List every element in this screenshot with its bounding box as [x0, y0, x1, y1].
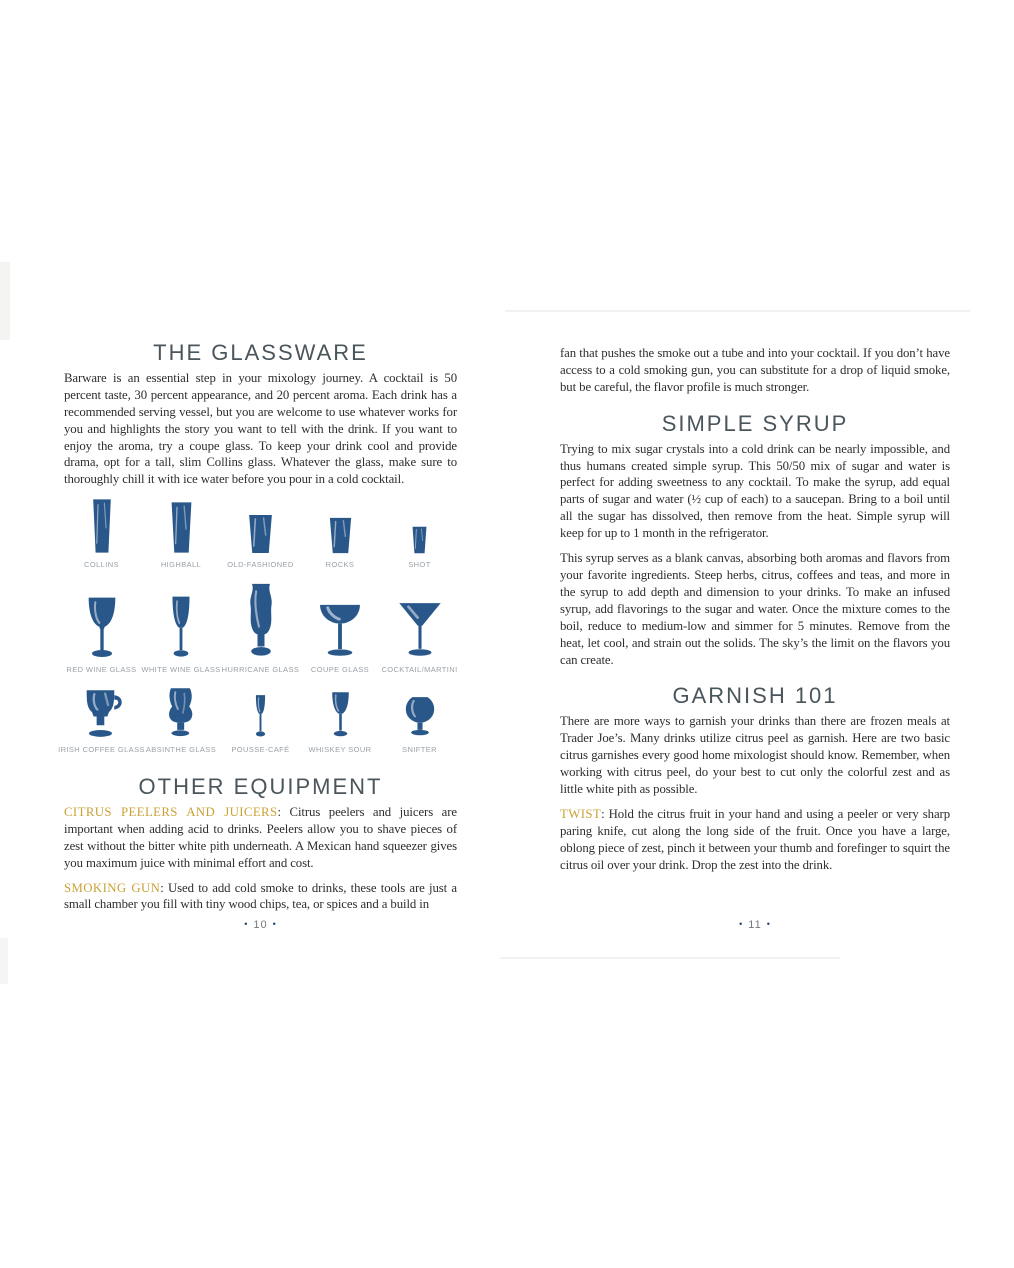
page-number-ornament: •	[766, 919, 771, 929]
scan-artifact	[0, 938, 8, 984]
glass-item-snifter	[382, 696, 457, 759]
glass-item-old-fashioned	[223, 514, 298, 574]
garnish-101-heading: GARNISH 101	[672, 683, 838, 709]
scan-artifact	[500, 957, 840, 959]
collins-glass-icon	[90, 498, 114, 554]
red-wine-glass-icon	[82, 596, 122, 659]
citrus-peelers-paragraph	[64, 804, 457, 872]
cocktail-martini-glass-icon	[397, 601, 443, 659]
glass-item-absinthe	[144, 687, 219, 759]
glass-item-collins	[64, 498, 139, 574]
highball-glass-icon	[168, 501, 195, 554]
glass-item-shot	[382, 526, 457, 574]
glass-item-whiskey-sour	[303, 691, 378, 759]
old-fashioned-glass-icon	[245, 514, 276, 554]
coupe-glass-icon	[317, 602, 363, 659]
snifter-glass-icon	[401, 696, 439, 739]
glass-item-red-wine	[64, 596, 139, 679]
glass-label: COUPE GLASS	[310, 665, 370, 675]
rocks-glass-icon	[326, 517, 355, 554]
glassware-row-2	[64, 582, 457, 679]
irish-coffee-glass-icon	[79, 689, 125, 739]
glass-label: IRISH COFFEE GLASS	[58, 745, 145, 755]
right-page	[560, 345, 950, 873]
glass-label: RED WINE GLASS	[66, 665, 137, 675]
twist-text: : Hold the citrus fruit in your hand and using a peeler or very sharp paring knife, cut along the long side of the fruit. Once you have a large, oblong piece of zest, pinch it between your thumb and forefinger to squirt the citrus oil over your drink. Drop the zest into the drink.	[560, 806, 950, 872]
twist-term: TWIST	[560, 806, 602, 821]
other-equipment-heading: OTHER EQUIPMENT	[138, 773, 383, 799]
page-number-ornament: •	[244, 919, 249, 929]
smoking-gun-text: : Used to add cold smoke to drinks, these tools are just a small chamber you fill with tiny wood chips, tea, or spices and a build in	[64, 880, 458, 912]
glass-item-pousse-cafe	[223, 694, 298, 759]
glass-item-rocks	[303, 517, 378, 574]
glass-label: WHITE WINE GLASS	[141, 665, 221, 675]
glassware-row-1	[64, 498, 457, 574]
garnish-intro-paragraph: There are more ways to garnish your drinks than there are frozen meals at Trader Joe’s. Many drinks utilize citrus peel as garnish. Here are two basic citrus garnishes every good home mixologist should know. Remember, when working with citrus peel, do your best to cut only the colorful zest and as little white pith as possible.	[560, 714, 950, 796]
shot-glass-icon	[410, 526, 429, 554]
scan-artifact	[505, 310, 970, 312]
left-page-number	[64, 919, 457, 931]
glassware-intro-paragraph: Barware is an essential step in your mixology journey. A cocktail is 50 percent taste, 30 percent appearance, and 20 percent aroma. Each drink has a recommended serving vessel, but you are welcome to use whatever works for you and highlights the story you want to tell with the drink. If you want to enjoy the aroma, try a coupe glass. To keep your drink cool and provide drama, opt for a tall, slim Collins glass. Whatever the glass, make sure to thoroughly chill it with ice water before you pour in a cold cocktail.	[64, 370, 457, 487]
glassware-row-3	[58, 687, 457, 759]
glass-label: ABSINTHE GLASS	[145, 745, 217, 755]
whiskey-sour-glass-icon	[325, 691, 356, 739]
pousse-cafe-glass-icon	[249, 694, 272, 739]
glass-label: HURRICANE GLASS	[221, 665, 300, 675]
glass-label: COLLINS	[84, 560, 119, 570]
smoking-gun-paragraph	[64, 880, 457, 914]
glass-item-coupe	[303, 602, 378, 679]
page-number-ornament: •	[739, 919, 744, 929]
glass-label: WHISKEY SOUR	[308, 745, 372, 755]
glass-label: ROCKS	[325, 560, 355, 570]
twist-paragraph	[560, 806, 950, 874]
page-number-value: 10	[253, 919, 268, 931]
glass-label: OLD-FASHIONED	[227, 560, 294, 570]
left-page	[58, 340, 458, 913]
hurricane-glass-icon	[240, 582, 282, 659]
glass-item-irish-coffee	[58, 689, 145, 759]
white-wine-glass-icon	[164, 595, 198, 659]
absinthe-glass-icon	[162, 687, 200, 739]
glass-label: POUSSE-CAFÉ	[231, 745, 290, 755]
glass-label: SNIFTER	[402, 745, 437, 755]
simple-syrup-paragraph-2: This syrup serves as a blank canvas, absorbing both aromas and flavors from your favorite ingredients. Steep herbs, citrus, coffees and teas, and more in the syrup to add depth and dimension to your drinks. To make an infused syrup, add flavorings to the sugar and water. Once the mixture comes to the boil, reduce to medium-low and simmer for 5 minutes. Remove from the heat, let cool, and strain out the solids. The sky’s the limit on the flavors you can create.	[560, 551, 950, 667]
citrus-peelers-term: CITRUS PEELERS AND JUICERS	[64, 804, 278, 819]
page-number-ornament: •	[272, 919, 277, 929]
glass-item-martini	[382, 601, 457, 679]
glass-item-highball	[144, 501, 219, 574]
simple-syrup-heading: SIMPLE SYRUP	[661, 410, 849, 436]
right-page-number	[560, 919, 950, 931]
glassware-heading: THE GLASSWARE	[153, 340, 368, 365]
glass-item-hurricane	[223, 582, 298, 679]
scan-artifact	[0, 262, 10, 340]
citrus-peelers-text: : Citrus peelers and juicers are important when adding acid to drinks. Peelers allow you to shave pieces of zest without the bitter white pith underneath. A Mexican hand squeezer gives you maximum juice with minimal effort and cost.	[64, 804, 457, 870]
glass-label: HIGHBALL	[160, 560, 202, 570]
glass-label: COCKTAIL/MARTINI	[381, 665, 458, 675]
simple-syrup-paragraph-1: Trying to mix sugar crystals into a cold drink can be nearly impossible, and thus humans created simple syrup. This 50/50 mix of sugar and water is perfect for adding sweetness to any cocktail. To make the syrup, add equal parts of sugar and water (½ cup of each) to a saucepan. Bring to a boil until all the sugar has dissolved, then remove from the heat. Simple syrup will keep for up to 1 month in the refrigerator.	[560, 441, 950, 541]
glass-item-white-wine	[141, 595, 221, 679]
page-number-value: 11	[748, 919, 762, 931]
glass-label: SHOT	[408, 560, 431, 570]
smoking-gun-term: SMOKING GUN	[64, 880, 161, 895]
smoking-gun-continuation-paragraph: fan that pushes the smoke out a tube and into your cocktail. If you don’t have access to a cold smoking gun, you can substitute for a drop of liquid smoke, but be careful, the flavor profile is much stronger.	[560, 346, 950, 394]
